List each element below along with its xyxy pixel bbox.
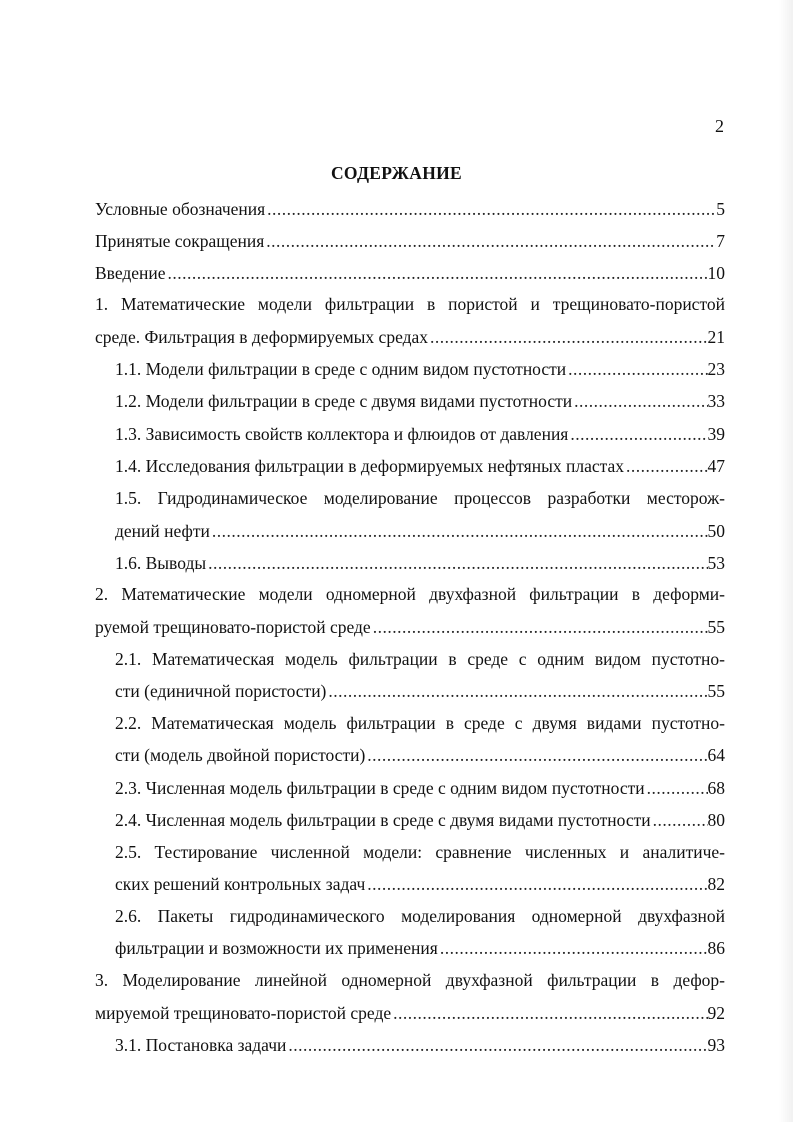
toc-entry-text: дений нефти — [115, 521, 210, 541]
toc-entry-text: 1.6. Выводы — [115, 553, 207, 573]
leader-dots — [645, 776, 708, 800]
toc-entry — [95, 615, 725, 639]
toc-entry-page: 5 — [716, 199, 725, 219]
toc-entry — [115, 743, 725, 767]
toc-entry-text: 1.3. Зависимость свойств коллектора и флюидов от давления — [115, 424, 569, 444]
toc-entry-page: 86 — [707, 938, 725, 958]
leader-dots — [438, 936, 708, 960]
toc-entry — [115, 776, 725, 800]
page-number: 2 — [715, 116, 724, 136]
toc-entry — [115, 1033, 725, 1057]
leader-dots — [566, 357, 707, 381]
toc-entry — [115, 519, 725, 543]
toc-entry — [115, 422, 725, 446]
leader-dots — [210, 519, 708, 543]
leader-dots — [365, 872, 707, 896]
toc-entry-text: 1.2. Модели фильтрации в среде с двумя видами пустотности — [115, 391, 573, 411]
toc-entry — [115, 936, 725, 960]
leader-dots — [428, 325, 707, 349]
toc-entry — [115, 872, 725, 896]
leader-dots — [651, 808, 708, 832]
toc-entry — [115, 454, 725, 478]
toc-entry-page: 64 — [707, 745, 725, 765]
leader-dots — [572, 389, 707, 413]
toc-entry — [115, 551, 725, 575]
toc-entry-text: 3.1. Постановка задачи — [115, 1035, 287, 1055]
toc-title: СОДЕРЖАНИЕ — [330, 163, 462, 183]
toc-entry-page: 93 — [707, 1035, 725, 1055]
toc-entry — [115, 389, 725, 413]
leader-dots — [286, 1033, 707, 1057]
toc-entry-text: ских решений контрольных задач — [115, 874, 366, 894]
toc-entry — [95, 261, 725, 285]
toc-entry-text: 2.3. Численная модель фильтрации в среде с одним видом пустотности — [115, 778, 645, 798]
toc-entry-text: 2.4. Численная модель фильтрации в среде с двумя видами пустотности — [115, 810, 651, 830]
toc-entry-page: 68 — [707, 778, 725, 798]
toc-entry-text: сти (единичной пористости) — [115, 681, 327, 701]
toc-entry-page: 92 — [707, 1003, 725, 1023]
toc-entry-page: 33 — [707, 391, 725, 411]
leader-dots — [326, 679, 707, 703]
toc-entry-page: 55 — [707, 617, 725, 637]
leader-dots — [265, 197, 716, 221]
toc-entry — [95, 197, 725, 221]
toc-entry-page: 53 — [707, 553, 725, 573]
toc-entry-first-line: 3. Моделирование линейной одномерной двухфазной фильтрации в дефор- — [95, 970, 725, 990]
toc-entry — [115, 357, 725, 381]
toc-entry — [115, 808, 725, 832]
toc-entry-first-line: 1. Математические модели фильтрации в пористой и трещиновато-пористой — [95, 294, 725, 314]
toc-entry-text: руемой трещиновато-пористой среде — [95, 617, 371, 637]
toc-entry-first-line: 2. Математические модели одномерной двухфазной фильтрации в деформи- — [95, 584, 725, 604]
toc-entry-text: среде. Фильтрация в деформируемых средах — [95, 327, 429, 347]
leader-dots — [365, 743, 707, 767]
toc-entry-page: 47 — [707, 456, 725, 476]
toc-entry-page: 50 — [707, 521, 725, 541]
toc-entry-text: 1.1. Модели фильтрации в среде с одним видом пустотности — [115, 359, 567, 379]
toc-entry-text: 1.4. Исследования фильтрации в деформируемых нефтяных пластах — [115, 456, 624, 476]
leader-dots — [206, 551, 707, 575]
toc-entry-text: фильтрации и возможности их применения — [115, 938, 438, 958]
toc-entry-first-line: 2.1. Математическая модель фильтрации в среде с одним видом пустотно- — [115, 649, 725, 669]
toc-entry — [95, 325, 725, 349]
toc-entry-text: сти (модель двойной пористости) — [115, 745, 366, 765]
scan-edge-shadow — [779, 0, 793, 1122]
toc-entry-first-line: 1.5. Гидродинамическое моделирование процессов разработки месторож- — [115, 488, 725, 508]
toc-entry-page: 21 — [707, 327, 725, 347]
toc-entry-page: 82 — [707, 874, 725, 894]
leader-dots — [391, 1001, 707, 1025]
toc-entry-first-line: 2.6. Пакеты гидродинамического моделирования одномерной двухфазной — [115, 906, 725, 926]
toc-entry-text: Условные обозначения — [95, 199, 266, 219]
toc-entry-first-line: 2.5. Тестирование численной модели: сравнение численных и аналитиче- — [115, 842, 725, 862]
toc-entry-first-line: 2.2. Математическая модель фильтрации в среде с двумя видами пустотно- — [115, 713, 725, 733]
toc-entry-page: 7 — [716, 231, 725, 251]
toc-entry — [95, 1001, 725, 1025]
toc-entry-page: 55 — [707, 681, 725, 701]
toc-entry — [95, 229, 725, 253]
leader-dots — [264, 229, 716, 253]
toc-entry-text: мируемой трещиновато-пористой среде — [95, 1003, 392, 1023]
leader-dots — [371, 615, 708, 639]
toc-entry-page: 39 — [707, 424, 725, 444]
leader-dots — [624, 454, 708, 478]
toc-entry-text: Принятые сокращения — [95, 231, 265, 251]
toc-entry-text: Введение — [95, 263, 166, 283]
toc-entry — [115, 679, 725, 703]
toc-entry-page: 80 — [707, 810, 725, 830]
toc-entry-page: 10 — [707, 263, 725, 283]
leader-dots — [568, 422, 707, 446]
leader-dots — [166, 261, 708, 285]
toc-entry-page: 23 — [707, 359, 725, 379]
